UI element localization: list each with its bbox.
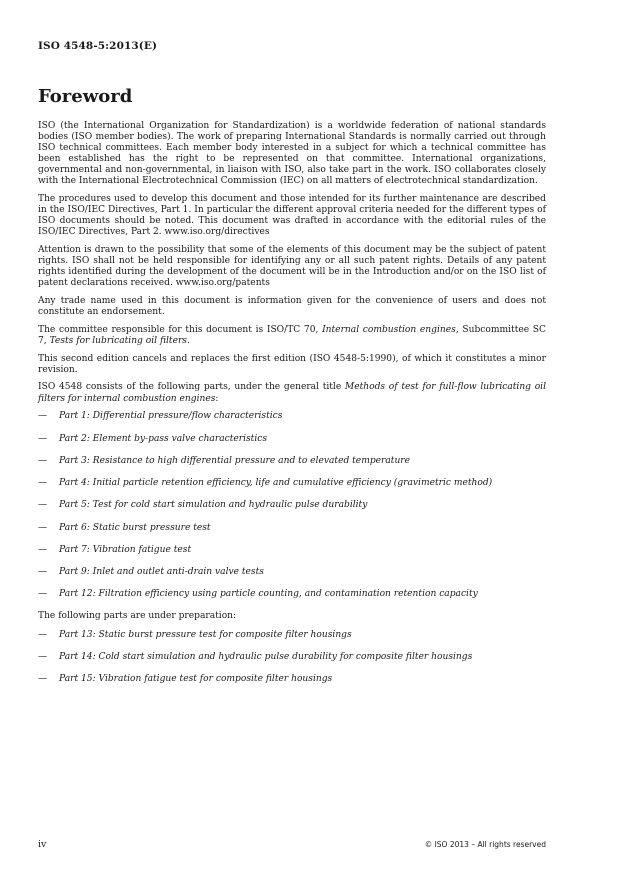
list-item <box>38 674 546 685</box>
committee-text-start: The committee responsible for this document is ISO/TC 70, <box>38 324 323 335</box>
part-title: Part 13: Static burst pressure test for composite filter housings <box>59 629 352 640</box>
parts-in-preparation-list <box>38 630 546 686</box>
list-item <box>38 478 546 489</box>
paragraph-patents: Attention is drawn to the possibility that some of the elements of this document may be the subject of patent rights. ISO shall not be held responsible for identifying any or all such patent rights. Details of any patent rights identified during the development of the document will be in the Introduction and/or on the ISO list of patent declarations received. www.iso.org/patents <box>38 245 546 289</box>
dash-bullet: — <box>38 500 48 511</box>
part-title: Part 7: Vibration fatigue test <box>59 544 192 555</box>
page-number: iv <box>38 839 47 850</box>
part-title: Part 3: Resistance to high differential pressure and to elevated temperature <box>59 455 411 466</box>
list-item <box>38 589 546 600</box>
document-identifier: ISO 4548-5:2013(E) <box>38 40 158 52</box>
list-item <box>38 434 546 445</box>
dash-bullet: — <box>38 567 48 578</box>
part-title: Part 5: Test for cold start simulation and hydraulic pulse durability <box>59 500 368 511</box>
paragraph-parts-intro <box>38 382 546 404</box>
list-item <box>38 523 546 534</box>
committee-text-middle: , Subcommittee SC 7, <box>38 324 546 346</box>
dash-bullet: — <box>38 674 48 685</box>
dash-bullet: — <box>38 544 48 555</box>
part-title: Part 6: Static burst pressure test <box>59 522 211 533</box>
part-title: Part 2: Element by-pass valve characteristics <box>59 433 267 444</box>
paragraph-iso-intro: ISO (the International Organization for Standardization) is a worldwide federation of national standards bodies (ISO member bodies). The work of preparing International Standards is normally carried out through ISO technical committees. Each member body interested in a subject for which a technical committee has been established has the right to be represented on that committee. International organizations, governmental and non-governmental, in liaison with ISO, also take part in the work. ISO collaborates closely with the International Electrotechnical Commission (IEC) on all matters of electrotechnical standardization. <box>38 121 546 187</box>
paragraph-committee <box>38 325 546 347</box>
list-item <box>38 630 546 641</box>
list-item <box>38 652 546 663</box>
parts-list <box>38 411 546 600</box>
paragraph-procedures: The procedures used to develop this document and those intended for its further maintenance are described in the ISO/IEC Directives, Part 1. In particular the different approval criteria needed for the different types of ISO documents should be noted. This document was drafted in accordance with the editorial rules of the ISO/IEC Directives, Part 2. www.iso.org/directives <box>38 194 546 238</box>
committee-text-end: . <box>186 335 190 346</box>
subcommittee-name: Tests for lubricating oil filters <box>49 335 187 346</box>
list-item <box>38 500 546 511</box>
dash-bullet: — <box>38 455 48 466</box>
part-title: Part 9: Inlet and outlet anti-drain valve tests <box>59 567 264 578</box>
part-title: Part 14: Cold start simulation and hydraulic pulse durability for composite filter housings <box>59 652 473 663</box>
list-item <box>38 567 546 578</box>
paragraph-edition: This second edition cancels and replaces the first edition (ISO 4548-5:1990), of which it constitutes a minor revision. <box>38 353 546 375</box>
dash-bullet: — <box>38 652 48 663</box>
paragraph-trade-name: Any trade name used in this document is information given for the convenience of users and does not constitute an endorsement. <box>38 296 546 318</box>
foreword-body <box>38 121 546 697</box>
copyright-notice: © ISO 2013 – All rights reserved <box>424 840 546 849</box>
part-title: Part 12: Filtration efficiency using particle counting, and contamination retention capacity <box>59 589 478 600</box>
part-title: Part 1: Differential pressure/flow characteristics <box>59 411 283 422</box>
committee-name: Internal combustion engines <box>322 324 456 335</box>
list-item <box>38 411 546 422</box>
dash-bullet: — <box>38 411 48 422</box>
parts-intro-start: ISO 4548 consists of the following parts, under the general title <box>38 382 345 393</box>
list-item <box>38 545 546 556</box>
page-title: Foreword <box>38 86 133 107</box>
list-item <box>38 456 546 467</box>
part-title: Part 4: Initial particle retention efficiency, life and cumulative efficiency (gravimetric method) <box>59 478 493 489</box>
dash-bullet: — <box>38 522 48 533</box>
dash-bullet: — <box>38 629 48 640</box>
general-title: Methods of test for full-flow lubricating oil filters for internal combustion engines <box>38 382 546 404</box>
dash-bullet: — <box>38 478 48 489</box>
dash-bullet: — <box>38 433 48 444</box>
parts-intro-end: : <box>215 393 219 404</box>
dash-bullet: — <box>38 589 48 600</box>
paragraph-in-preparation: The following parts are under preparation: <box>38 610 237 621</box>
part-title: Part 15: Vibration fatigue test for composite filter housings <box>59 674 333 685</box>
